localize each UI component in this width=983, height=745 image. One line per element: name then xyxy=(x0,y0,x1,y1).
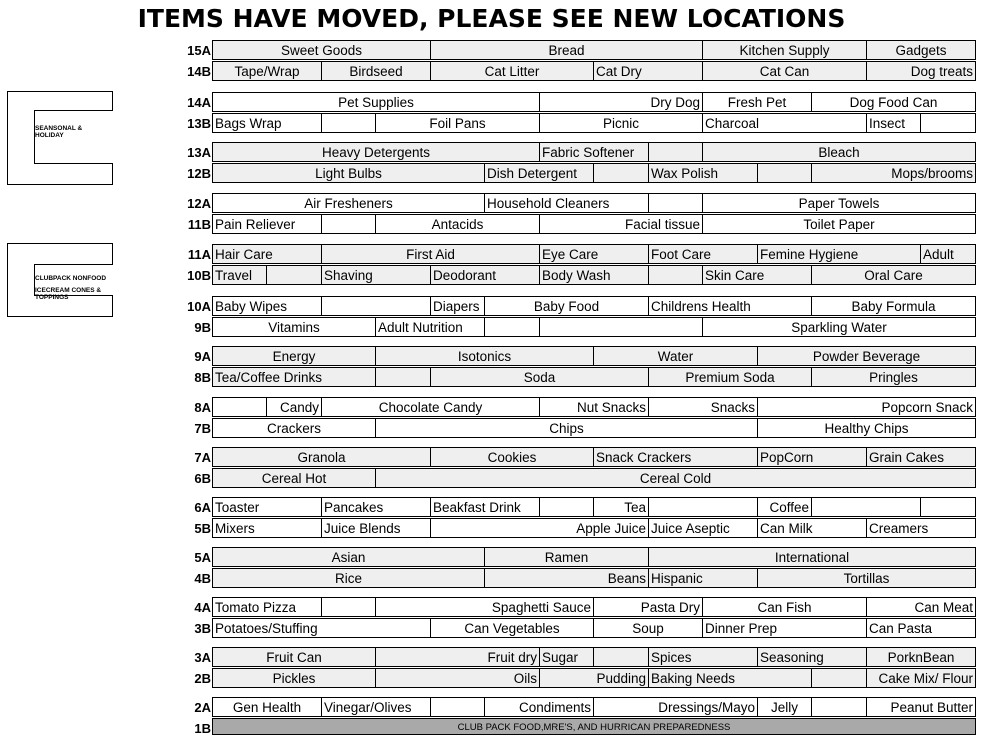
category-cell: Cake Mix/ Flour xyxy=(866,668,976,688)
aisle-label: 13A xyxy=(187,145,211,160)
category-cell: Light Bulbs xyxy=(212,163,485,183)
aisle-label: 9B xyxy=(194,320,211,335)
category-cell: Jelly xyxy=(757,697,812,717)
aisle-block xyxy=(176,497,976,539)
category-cell: Hair Care xyxy=(212,244,322,264)
category-cell: Eye Care xyxy=(539,244,649,264)
category-cell: Dog treats xyxy=(866,61,976,81)
aisle-label: 7A xyxy=(194,450,211,465)
category-cell: Grain Cakes xyxy=(866,447,976,467)
category-cell: Can Meat xyxy=(866,597,976,617)
aisle-block xyxy=(176,296,976,338)
aisle-label: 11B xyxy=(187,217,211,232)
category-cell: Mops/brooms xyxy=(811,163,976,183)
category-cell: Dry Dog xyxy=(539,92,703,112)
aisle-label: 12B xyxy=(187,166,211,181)
aisle-row xyxy=(176,296,976,317)
aisle-row xyxy=(176,418,976,439)
category-cell: Foot Care xyxy=(648,244,758,264)
category-cell: Can Vegetables xyxy=(430,618,594,638)
category-cell xyxy=(321,214,376,234)
category-cell: Soda xyxy=(430,367,649,387)
category-cell xyxy=(212,397,267,417)
aisle-row xyxy=(176,193,976,214)
category-cell: Apple Juice xyxy=(430,518,649,538)
aisle-row xyxy=(176,142,976,163)
category-cell: Fruit Can xyxy=(212,647,376,667)
category-cell xyxy=(811,497,921,517)
aisle-label: 5B xyxy=(194,521,211,536)
category-cell: Oils xyxy=(375,668,540,688)
category-cell: Pet Supplies xyxy=(212,92,540,112)
page-title: ITEMS HAVE MOVED, PLEASE SEE NEW LOCATIONS xyxy=(137,4,846,33)
aisle-label: 6B xyxy=(194,471,211,486)
category-cell xyxy=(920,113,976,133)
category-cell: Skin Care xyxy=(702,265,812,285)
category-cell: Ramen xyxy=(484,547,649,567)
aisle-label: 13B xyxy=(187,116,211,131)
aisle-row xyxy=(176,468,976,489)
category-cell: Rice xyxy=(212,568,485,588)
aisle-row xyxy=(176,346,976,367)
aisle-row xyxy=(176,447,976,468)
category-cell: Fresh Pet xyxy=(702,92,812,112)
category-cell: Picnic xyxy=(539,113,703,133)
seasonal-box xyxy=(7,91,113,185)
aisle-label: 4B xyxy=(194,571,211,586)
category-cell: Deodorant xyxy=(430,265,540,285)
category-cell: Sugar xyxy=(539,647,594,667)
category-cell: Seasoning xyxy=(757,647,867,667)
aisle-block xyxy=(176,547,976,589)
category-cell: Energy xyxy=(212,346,376,366)
category-cell xyxy=(593,647,649,667)
category-cell: Can Pasta xyxy=(866,618,976,638)
category-cell: Pain Reliever xyxy=(212,214,322,234)
category-cell: Travel xyxy=(212,265,267,285)
category-cell: Childrens Health xyxy=(648,296,812,316)
category-cell: Cereal Cold xyxy=(375,468,976,488)
aisle-row xyxy=(176,697,976,718)
aisle-row xyxy=(176,547,976,568)
aisle-row xyxy=(176,618,976,639)
category-cell: Facial tissue xyxy=(539,214,703,234)
aisle-row xyxy=(176,497,976,518)
category-cell: Creamers xyxy=(866,518,976,538)
category-cell: Mixers xyxy=(212,518,322,538)
aisle-row xyxy=(176,113,976,134)
clubpack-label-2: ICECREAM CONES & TOPPINGS xyxy=(35,287,102,301)
category-cell xyxy=(648,265,703,285)
seasonal-label: SEANSONAL & HOLIDAY xyxy=(35,125,83,139)
aisle-label: 2B xyxy=(194,671,211,686)
category-cell: Fabric Softener xyxy=(539,142,649,162)
category-cell: Birdseed xyxy=(321,61,431,81)
aisle-row xyxy=(176,163,976,184)
category-cell: Air Fresheners xyxy=(212,193,485,213)
category-cell: Insect xyxy=(866,113,921,133)
category-cell: Tortillas xyxy=(757,568,976,588)
aisle-label: 14A xyxy=(187,95,211,110)
category-cell: Pancakes xyxy=(321,497,431,517)
category-cell: Pudding xyxy=(539,668,649,688)
category-cell: Toilet Paper xyxy=(702,214,976,234)
aisle-block xyxy=(176,244,976,286)
aisle-block xyxy=(176,647,976,689)
aisle-row xyxy=(176,40,976,61)
category-cell: Heavy Detergents xyxy=(212,142,540,162)
category-cell: Juice Aseptic xyxy=(648,518,758,538)
category-cell: First Aid xyxy=(321,244,540,264)
category-cell: Premium Soda xyxy=(648,367,812,387)
category-cell: Dish Detergent xyxy=(484,163,594,183)
category-cell: Cat Litter xyxy=(430,61,594,81)
category-cell: Spices xyxy=(648,647,758,667)
aisle-label: 4A xyxy=(194,600,211,615)
category-cell xyxy=(321,296,431,316)
category-cell xyxy=(430,697,485,717)
aisle-label: 8A xyxy=(194,400,211,415)
category-cell: Popcorn Snack xyxy=(757,397,976,417)
aisle-row xyxy=(176,61,976,82)
aisle-label: 5A xyxy=(194,550,211,565)
aisle-row xyxy=(176,518,976,539)
aisle-block xyxy=(176,447,976,489)
category-cell: Pickles xyxy=(212,668,376,688)
category-cell: Tea/Coffee Drinks xyxy=(212,367,376,387)
category-cell: Snacks xyxy=(648,397,758,417)
aisle-row xyxy=(176,244,976,265)
banner-cell: CLUB PACK FOOD,MRE'S, AND HURRICAN PREPAREDNESS xyxy=(212,718,976,735)
category-cell: Oral Care xyxy=(811,265,976,285)
category-cell: Dressings/Mayo xyxy=(593,697,758,717)
category-cell: Condiments xyxy=(484,697,594,717)
category-cell: Shaving xyxy=(321,265,431,285)
category-cell: Baby Formula xyxy=(811,296,976,316)
clubpack-box xyxy=(7,243,113,317)
aisle-label: 7B xyxy=(194,421,211,436)
aisle-row xyxy=(176,92,976,113)
category-cell: Soup xyxy=(593,618,703,638)
category-cell: Chocolate Candy xyxy=(321,397,540,417)
category-cell xyxy=(648,497,758,517)
category-cell: Baking Needs xyxy=(648,668,812,688)
category-cell: Juice Blends xyxy=(321,518,431,538)
category-cell: Can Fish xyxy=(702,597,867,617)
category-cell xyxy=(757,163,812,183)
category-cell xyxy=(321,597,376,617)
category-cell xyxy=(375,367,431,387)
category-cell xyxy=(648,193,703,213)
category-cell: Pringles xyxy=(811,367,976,387)
category-cell: PopCorn xyxy=(757,447,867,467)
aisle-row xyxy=(176,317,976,338)
category-cell: Healthy Chips xyxy=(757,418,976,438)
category-cell xyxy=(811,697,867,717)
category-cell: Wax Polish xyxy=(648,163,758,183)
aisle-row xyxy=(176,265,976,286)
aisle-block xyxy=(176,697,976,739)
category-cell xyxy=(539,497,594,517)
category-cell: Baby Wipes xyxy=(212,296,322,316)
category-cell: Gen Health xyxy=(212,697,322,717)
category-cell: Fruit dry xyxy=(375,647,540,667)
category-cell: Dog Food Can xyxy=(811,92,976,112)
category-cell: Can Milk xyxy=(757,518,867,538)
aisle-block xyxy=(176,40,976,82)
aisle-label: 11A xyxy=(187,247,211,262)
aisle-label: 9A xyxy=(194,349,211,364)
category-cell: Paper Towels xyxy=(702,193,976,213)
category-cell: Kitchen Supply xyxy=(702,40,867,60)
category-cell: PorknBean xyxy=(866,647,976,667)
category-cell xyxy=(811,668,867,688)
aisle-label: 2A xyxy=(194,700,211,715)
category-cell: Water xyxy=(593,346,758,366)
category-cell: Candy xyxy=(266,397,322,417)
aisle-row xyxy=(176,214,976,235)
category-cell: Femine Hygiene xyxy=(757,244,921,264)
category-cell: Potatoes/Stuffing xyxy=(212,618,431,638)
aisle-block xyxy=(176,397,976,439)
category-cell: Asian xyxy=(212,547,485,567)
category-cell: Crackers xyxy=(212,418,376,438)
aisle-label: 6A xyxy=(194,500,211,515)
category-cell: Cereal Hot xyxy=(212,468,376,488)
aisle-block xyxy=(176,92,976,134)
category-cell: Isotonics xyxy=(375,346,594,366)
category-cell: Body Wash xyxy=(539,265,649,285)
category-cell: Tomato Pizza xyxy=(212,597,322,617)
category-cell xyxy=(648,142,703,162)
category-cell: Pasta Dry xyxy=(593,597,703,617)
category-cell: Diapers xyxy=(430,296,485,316)
aisle-row xyxy=(176,397,976,418)
aisle-block xyxy=(176,142,976,184)
category-cell: Vitamins xyxy=(212,317,376,337)
category-cell: Toaster xyxy=(212,497,322,517)
category-cell: Bleach xyxy=(702,142,976,162)
category-cell: Sweet Goods xyxy=(212,40,431,60)
category-cell: Adult xyxy=(920,244,976,264)
category-cell: Spaghetti Sauce xyxy=(375,597,594,617)
category-cell: Snack Crackers xyxy=(593,447,758,467)
aisle-row xyxy=(176,568,976,589)
aisle-row xyxy=(176,597,976,618)
category-cell: Charcoal xyxy=(702,113,867,133)
clubpack-label-1: CLUBPACK NONFOOD xyxy=(35,275,107,282)
aisle-row xyxy=(176,718,976,739)
aisle-block xyxy=(176,597,976,639)
category-cell xyxy=(593,163,649,183)
aisle-label: 14B xyxy=(187,64,211,79)
category-cell: Beans xyxy=(484,568,649,588)
category-cell: Vinegar/Olives xyxy=(321,697,431,717)
aisle-label: 1B xyxy=(194,721,211,736)
category-cell: Adult Nutrition xyxy=(375,317,485,337)
aisle-row xyxy=(176,647,976,668)
category-cell: International xyxy=(648,547,976,567)
category-cell xyxy=(484,317,540,337)
aisle-label: 3B xyxy=(194,621,211,636)
category-cell: Household Cleaners xyxy=(484,193,649,213)
category-cell: Cat Can xyxy=(702,61,867,81)
category-cell: Hispanic xyxy=(648,568,758,588)
aisle-label: 10A xyxy=(187,299,211,314)
aisle-block xyxy=(176,346,976,388)
category-cell: Antacids xyxy=(375,214,540,234)
category-cell: Tea xyxy=(593,497,649,517)
aisle-row xyxy=(176,668,976,689)
category-cell: Foil Pans xyxy=(375,113,540,133)
category-cell: Cookies xyxy=(430,447,594,467)
category-cell: Chips xyxy=(375,418,758,438)
category-cell: Beakfast Drink xyxy=(430,497,540,517)
aisle-label: 8B xyxy=(194,370,211,385)
category-cell: Granola xyxy=(212,447,431,467)
aisle-label: 10B xyxy=(187,268,211,283)
category-cell xyxy=(266,265,322,285)
category-cell xyxy=(539,317,703,337)
category-cell xyxy=(920,497,976,517)
category-cell: Gadgets xyxy=(866,40,976,60)
aisle-row xyxy=(176,367,976,388)
category-cell: Bags Wrap xyxy=(212,113,322,133)
aisle-label: 12A xyxy=(187,196,211,211)
category-cell: Bread xyxy=(430,40,703,60)
category-cell: Powder Beverage xyxy=(757,346,976,366)
aisle-block xyxy=(176,193,976,235)
category-cell: Dinner Prep xyxy=(702,618,867,638)
category-cell: Coffee xyxy=(757,497,812,517)
category-cell: Baby Food xyxy=(484,296,649,316)
category-cell xyxy=(321,113,376,133)
aisle-label: 15A xyxy=(187,43,211,58)
category-cell: Nut Snacks xyxy=(539,397,649,417)
category-cell: Peanut Butter xyxy=(866,697,976,717)
category-cell: Sparkling Water xyxy=(702,317,976,337)
aisle-label: 3A xyxy=(194,650,211,665)
category-cell: Cat Dry xyxy=(593,61,703,81)
category-cell: Tape/Wrap xyxy=(212,61,322,81)
